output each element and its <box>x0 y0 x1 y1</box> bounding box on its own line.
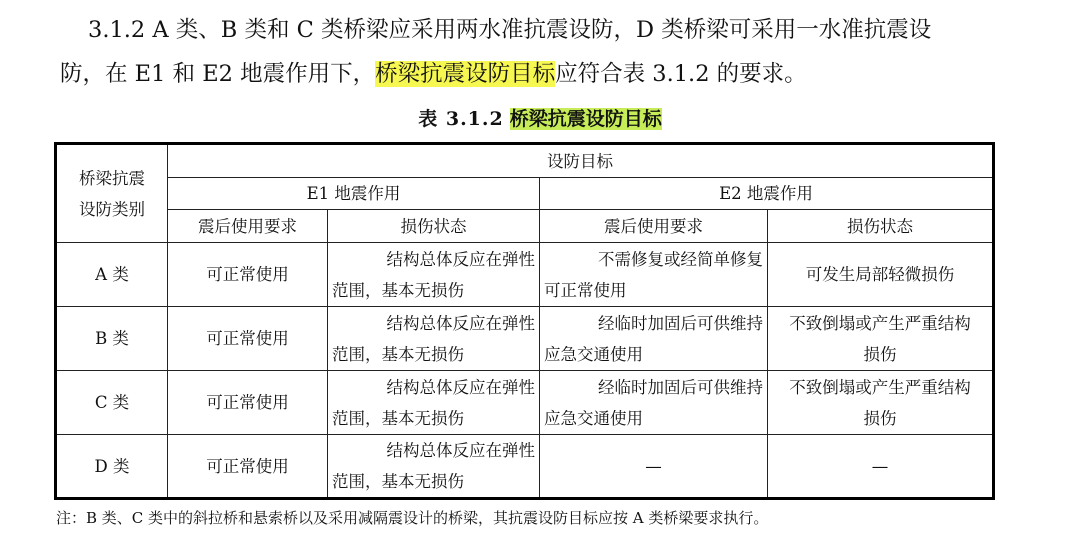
e1-use-cell: 可正常使用 <box>168 243 328 307</box>
table-number: 表 3.1.2 <box>418 108 504 130</box>
e2-use-line-1: 经临时加固后可供维持 <box>598 377 763 397</box>
clause-line-2-end: 应符合表 3.1.2 的要求。 <box>555 61 807 87</box>
e1-damage-line-1: 结构总体反应在弹性 <box>386 313 535 333</box>
highlighted-term[interactable]: 桥梁抗震设防目标 <box>375 61 556 87</box>
e1-damage-line-1: 结构总体反应在弹性 <box>386 377 535 397</box>
e2-damage-cell <box>768 243 994 307</box>
e1-damage-cell <box>328 371 540 435</box>
e2-damage-cell <box>768 371 994 435</box>
e2-use-line-2: 应急交通使用 <box>544 344 643 364</box>
e2-use-cell <box>540 243 768 307</box>
category-cell: B 类 <box>56 307 168 371</box>
clause-paragraph <box>60 8 1060 96</box>
clause-line-2 <box>60 52 1060 96</box>
e2-damage-line-1: 可发生局部轻微损伤 <box>805 265 955 284</box>
e2-use-cell: — <box>540 435 768 499</box>
e2-use-cell <box>540 371 768 435</box>
e1-use-cell: 可正常使用 <box>168 307 328 371</box>
e1-damage-line-2: 范围，基本无损伤 <box>332 280 464 300</box>
e2-damage-cell: — <box>768 435 994 499</box>
table-row <box>56 435 994 499</box>
e1-damage-cell <box>328 435 540 499</box>
category-header-line-2: 设防类别 <box>79 199 145 219</box>
category-cell: D 类 <box>56 435 168 499</box>
seismic-target-table <box>54 142 995 500</box>
e2-header: E2 地震作用 <box>540 178 994 210</box>
e2-damage-header: 损伤状态 <box>768 210 994 243</box>
e2-use-line-1: 不需修复或经简单修复 <box>598 249 763 269</box>
category-header-line-1: 桥梁抗震 <box>79 168 145 188</box>
e1-damage-header: 损伤状态 <box>328 210 540 243</box>
table-caption <box>0 104 1080 131</box>
e2-use-line-1: 经临时加固后可供维持 <box>598 313 763 333</box>
e1-use-cell: 可正常使用 <box>168 435 328 499</box>
table-row <box>56 307 994 371</box>
header-row-1 <box>56 144 994 178</box>
e2-use-line-2: 应急交通使用 <box>544 408 643 428</box>
target-group-header: 设防目标 <box>168 144 994 178</box>
e1-damage-line-1: 结构总体反应在弹性 <box>386 441 535 460</box>
clause-line-1: 3.1.2 A 类、B 类和 C 类桥梁应采用两水准抗震设防，D 类桥梁可采用一水准抗震设 <box>88 17 932 43</box>
category-cell: A 类 <box>56 243 168 307</box>
e1-use-cell: 可正常使用 <box>168 371 328 435</box>
category-header <box>56 144 168 243</box>
table-row <box>56 243 994 307</box>
clause-line-2-start: 防，在 E1 和 E2 地震作用下， <box>60 61 376 87</box>
e2-damage-cell <box>768 307 994 371</box>
e1-damage-line-2: 范围，基本无损伤 <box>332 472 464 491</box>
e2-damage-line-1: 不致倒塌或产生严重结构 <box>789 377 971 397</box>
e2-use-line-2: 可正常使用 <box>544 280 627 300</box>
e2-damage-line-1: 不致倒塌或产生严重结构 <box>789 313 971 333</box>
table-note: 注：B 类、C 类中的斜拉桥和悬索桥以及采用减隔震设计的桥梁，其抗震设防目标应按 A 类桥梁要求执行。 <box>56 509 769 527</box>
e1-damage-line-2: 范围，基本无损伤 <box>332 408 464 428</box>
header-row-3 <box>56 210 994 243</box>
e1-damage-line-2: 范围，基本无损伤 <box>332 344 464 364</box>
e1-header: E1 地震作用 <box>168 178 540 210</box>
table-title[interactable]: 桥梁抗震设防目标 <box>509 108 662 130</box>
e2-damage-line-2: 损伤 <box>863 408 897 428</box>
e1-use-header: 震后使用要求 <box>168 210 328 243</box>
e2-use-header: 震后使用要求 <box>540 210 768 243</box>
e1-damage-cell <box>328 307 540 371</box>
e2-damage-line-2: 损伤 <box>863 344 897 364</box>
e1-damage-cell <box>328 243 540 307</box>
e2-use-cell <box>540 307 768 371</box>
table-row <box>56 371 994 435</box>
category-cell: C 类 <box>56 371 168 435</box>
header-row-2 <box>56 178 994 210</box>
e1-damage-line-1: 结构总体反应在弹性 <box>386 249 535 269</box>
